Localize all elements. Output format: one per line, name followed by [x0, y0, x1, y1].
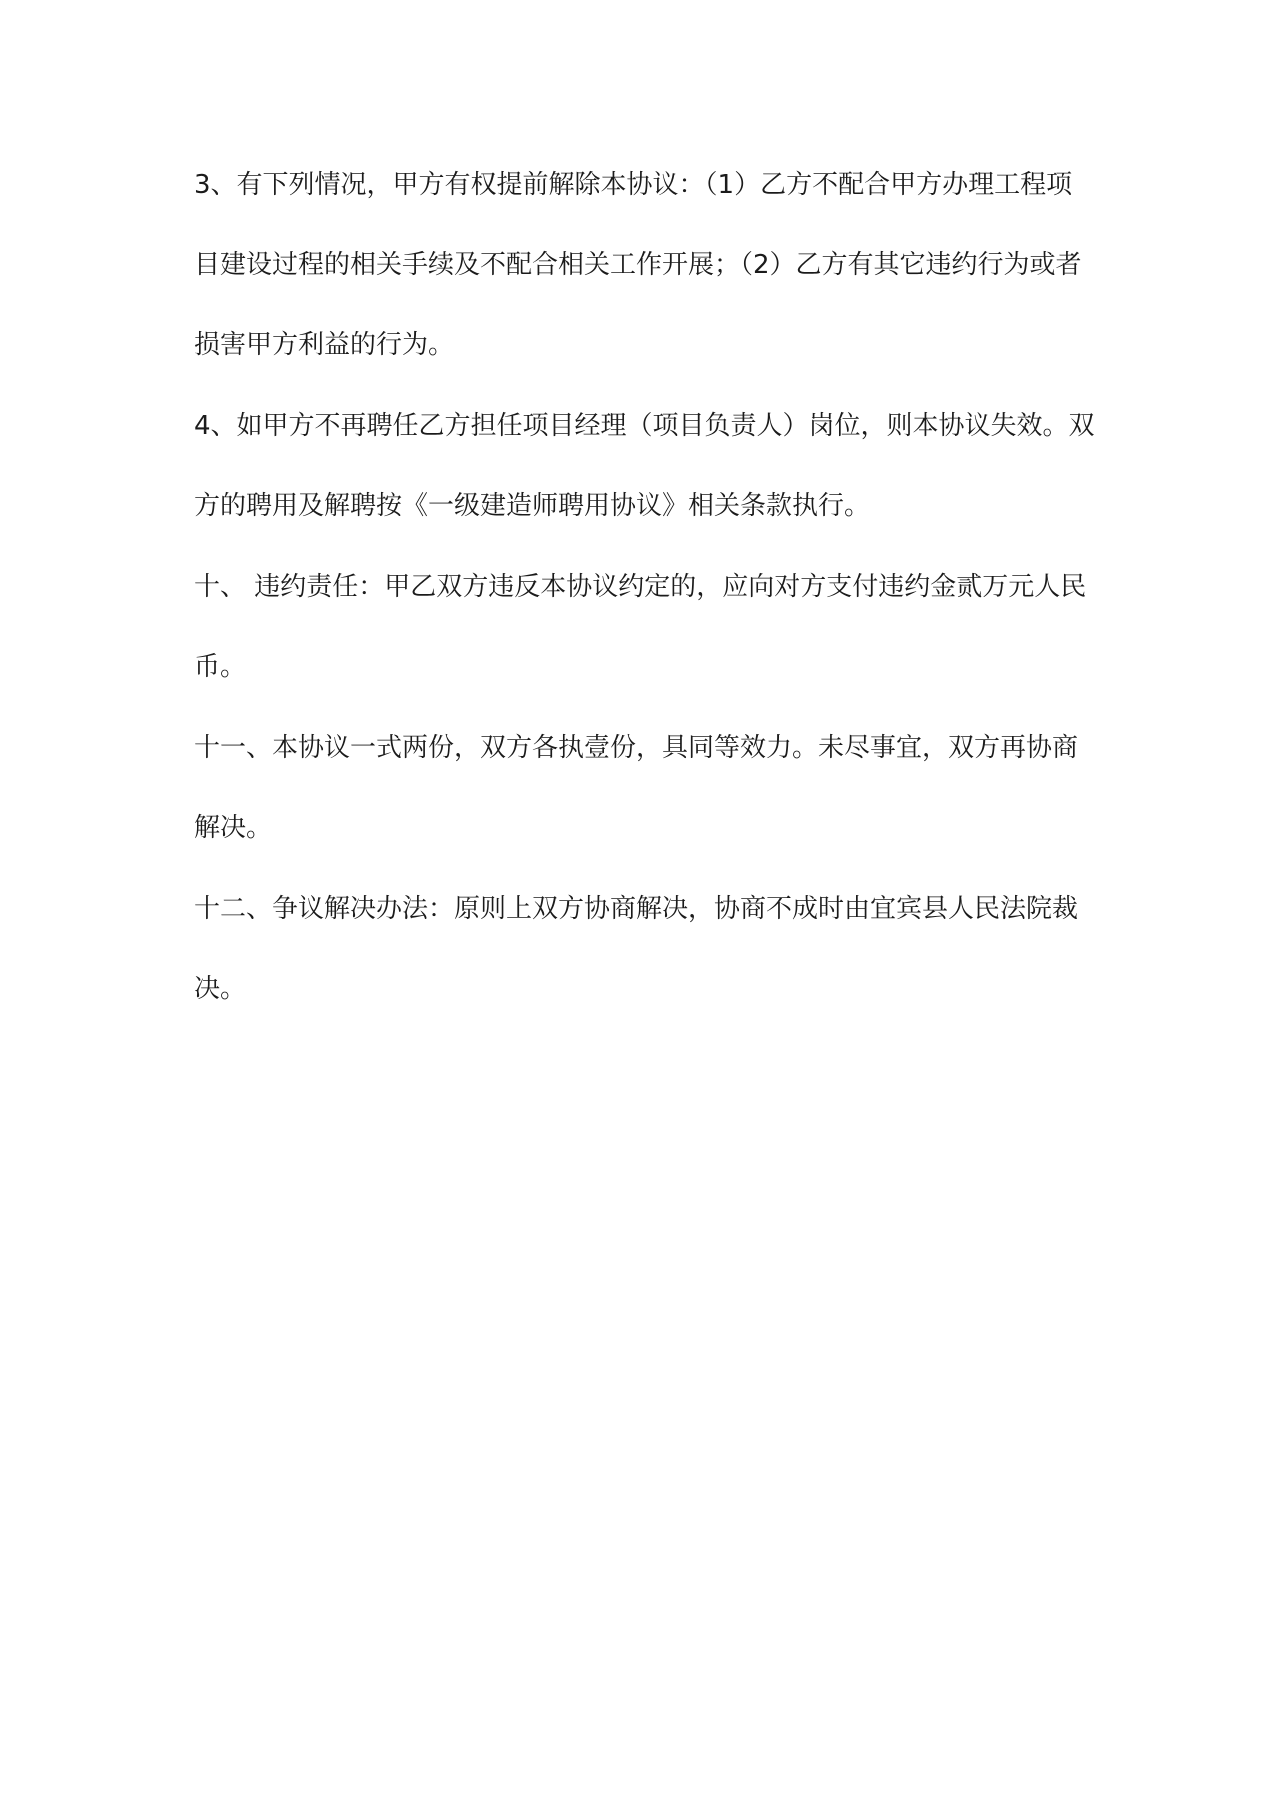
- clause-10-line-1: 十、 违约责任：甲乙双方违反本协议约定的，应向对方支付违约金贰万元人民: [194, 572, 1087, 602]
- clause-3: [194, 164, 1094, 366]
- clause-4-line-2: 方的聘用及解聘按《一级建造师聘用协议》相关条款执行。: [194, 491, 871, 521]
- clause-10-breach-liability: [194, 566, 1094, 688]
- clause-11-line-2: 解决。: [194, 813, 273, 843]
- clause-4: [194, 405, 1094, 527]
- clause-12-dispute-resolution: [194, 888, 1094, 1010]
- clause-3-line-2: 目建设过程的相关手续及不配合相关工作开展；（2）乙方有其它违约行为或者: [194, 250, 1082, 280]
- clause-11-line-1: 十一、本协议一式两份，双方各执壹份，具同等效力。未尽事宜，双方再协商: [194, 733, 1079, 763]
- clause-3-line-1: 3、有下列情况，甲方有权提前解除本协议：（1）乙方不配合甲方办理工程项: [194, 170, 1073, 200]
- clause-12-line-2: 决。: [194, 974, 247, 1004]
- clause-11-copies: [194, 727, 1094, 849]
- clause-3-line-3: 损害甲方利益的行为。: [194, 330, 455, 360]
- clause-12-line-1: 十二、争议解决办法：原则上双方协商解决，协商不成时由宜宾县人民法院裁: [194, 894, 1079, 924]
- document-body: [194, 164, 1094, 1048]
- clause-4-line-1: 4、如甲方不再聘任乙方担任项目经理（项目负责人）岗位，则本协议失效。双: [194, 411, 1095, 441]
- clause-10-line-2: 币。: [194, 652, 247, 682]
